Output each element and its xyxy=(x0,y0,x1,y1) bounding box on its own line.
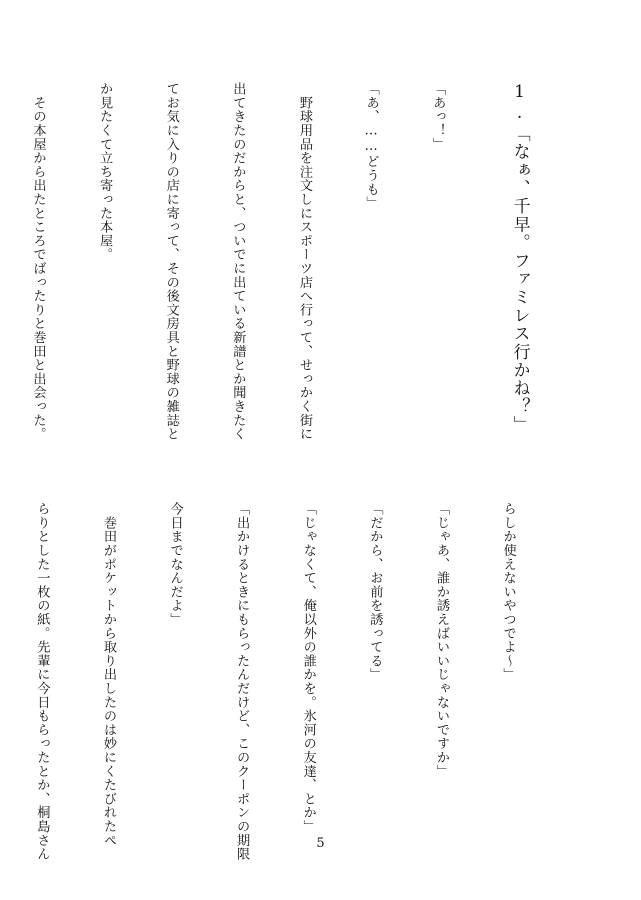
text-line: 「じゃなくて、俺以外の誰かを。氷河の友達、とか」 xyxy=(300,502,316,834)
text-line: てお気に入りの店に寄って、その後文房具と野球の雑誌と xyxy=(163,82,179,441)
lower-text-block xyxy=(0,502,563,861)
text-line: らりとした一枚の紙。先輩に今日もらったとか、桐島さん xyxy=(34,502,50,861)
text-line: 「じゃあ、誰か誘えばいいじゃないですか」 xyxy=(433,502,449,778)
text-line: 「あ、……どうも」 xyxy=(363,82,379,210)
text-line: らしか使えないやつでよ～」 xyxy=(500,502,516,682)
upper-text-block xyxy=(0,82,575,477)
text-line: 巻田がポケットから取り出したのは妙にくたびれたペ xyxy=(100,502,116,847)
page-number: 5 xyxy=(316,836,325,851)
text-line: その本屋から出たところでばったりと巻田と出会った。 xyxy=(30,82,46,441)
text-line: 「だから、お前を誘ってる」 xyxy=(367,502,383,682)
text-line: か見たくて立ち寄った本屋。 xyxy=(97,82,113,262)
text-line: 「あっ！」 xyxy=(430,82,446,151)
text-line: 野球用品を注文しにスポーツ店へ行って、せっかく街に xyxy=(296,82,312,441)
text-line: 今日までなんだよ」 xyxy=(167,502,183,627)
text-line: 出てきたのだからと、ついでに出ている新譜とか聞きたく xyxy=(230,82,246,441)
chapter-title: 1.「なぁ、千早。ファミレス行かね？」 xyxy=(509,82,530,434)
text-line: 「出かけるときにもらったんだけど、このクーポンの期限 xyxy=(234,502,250,861)
